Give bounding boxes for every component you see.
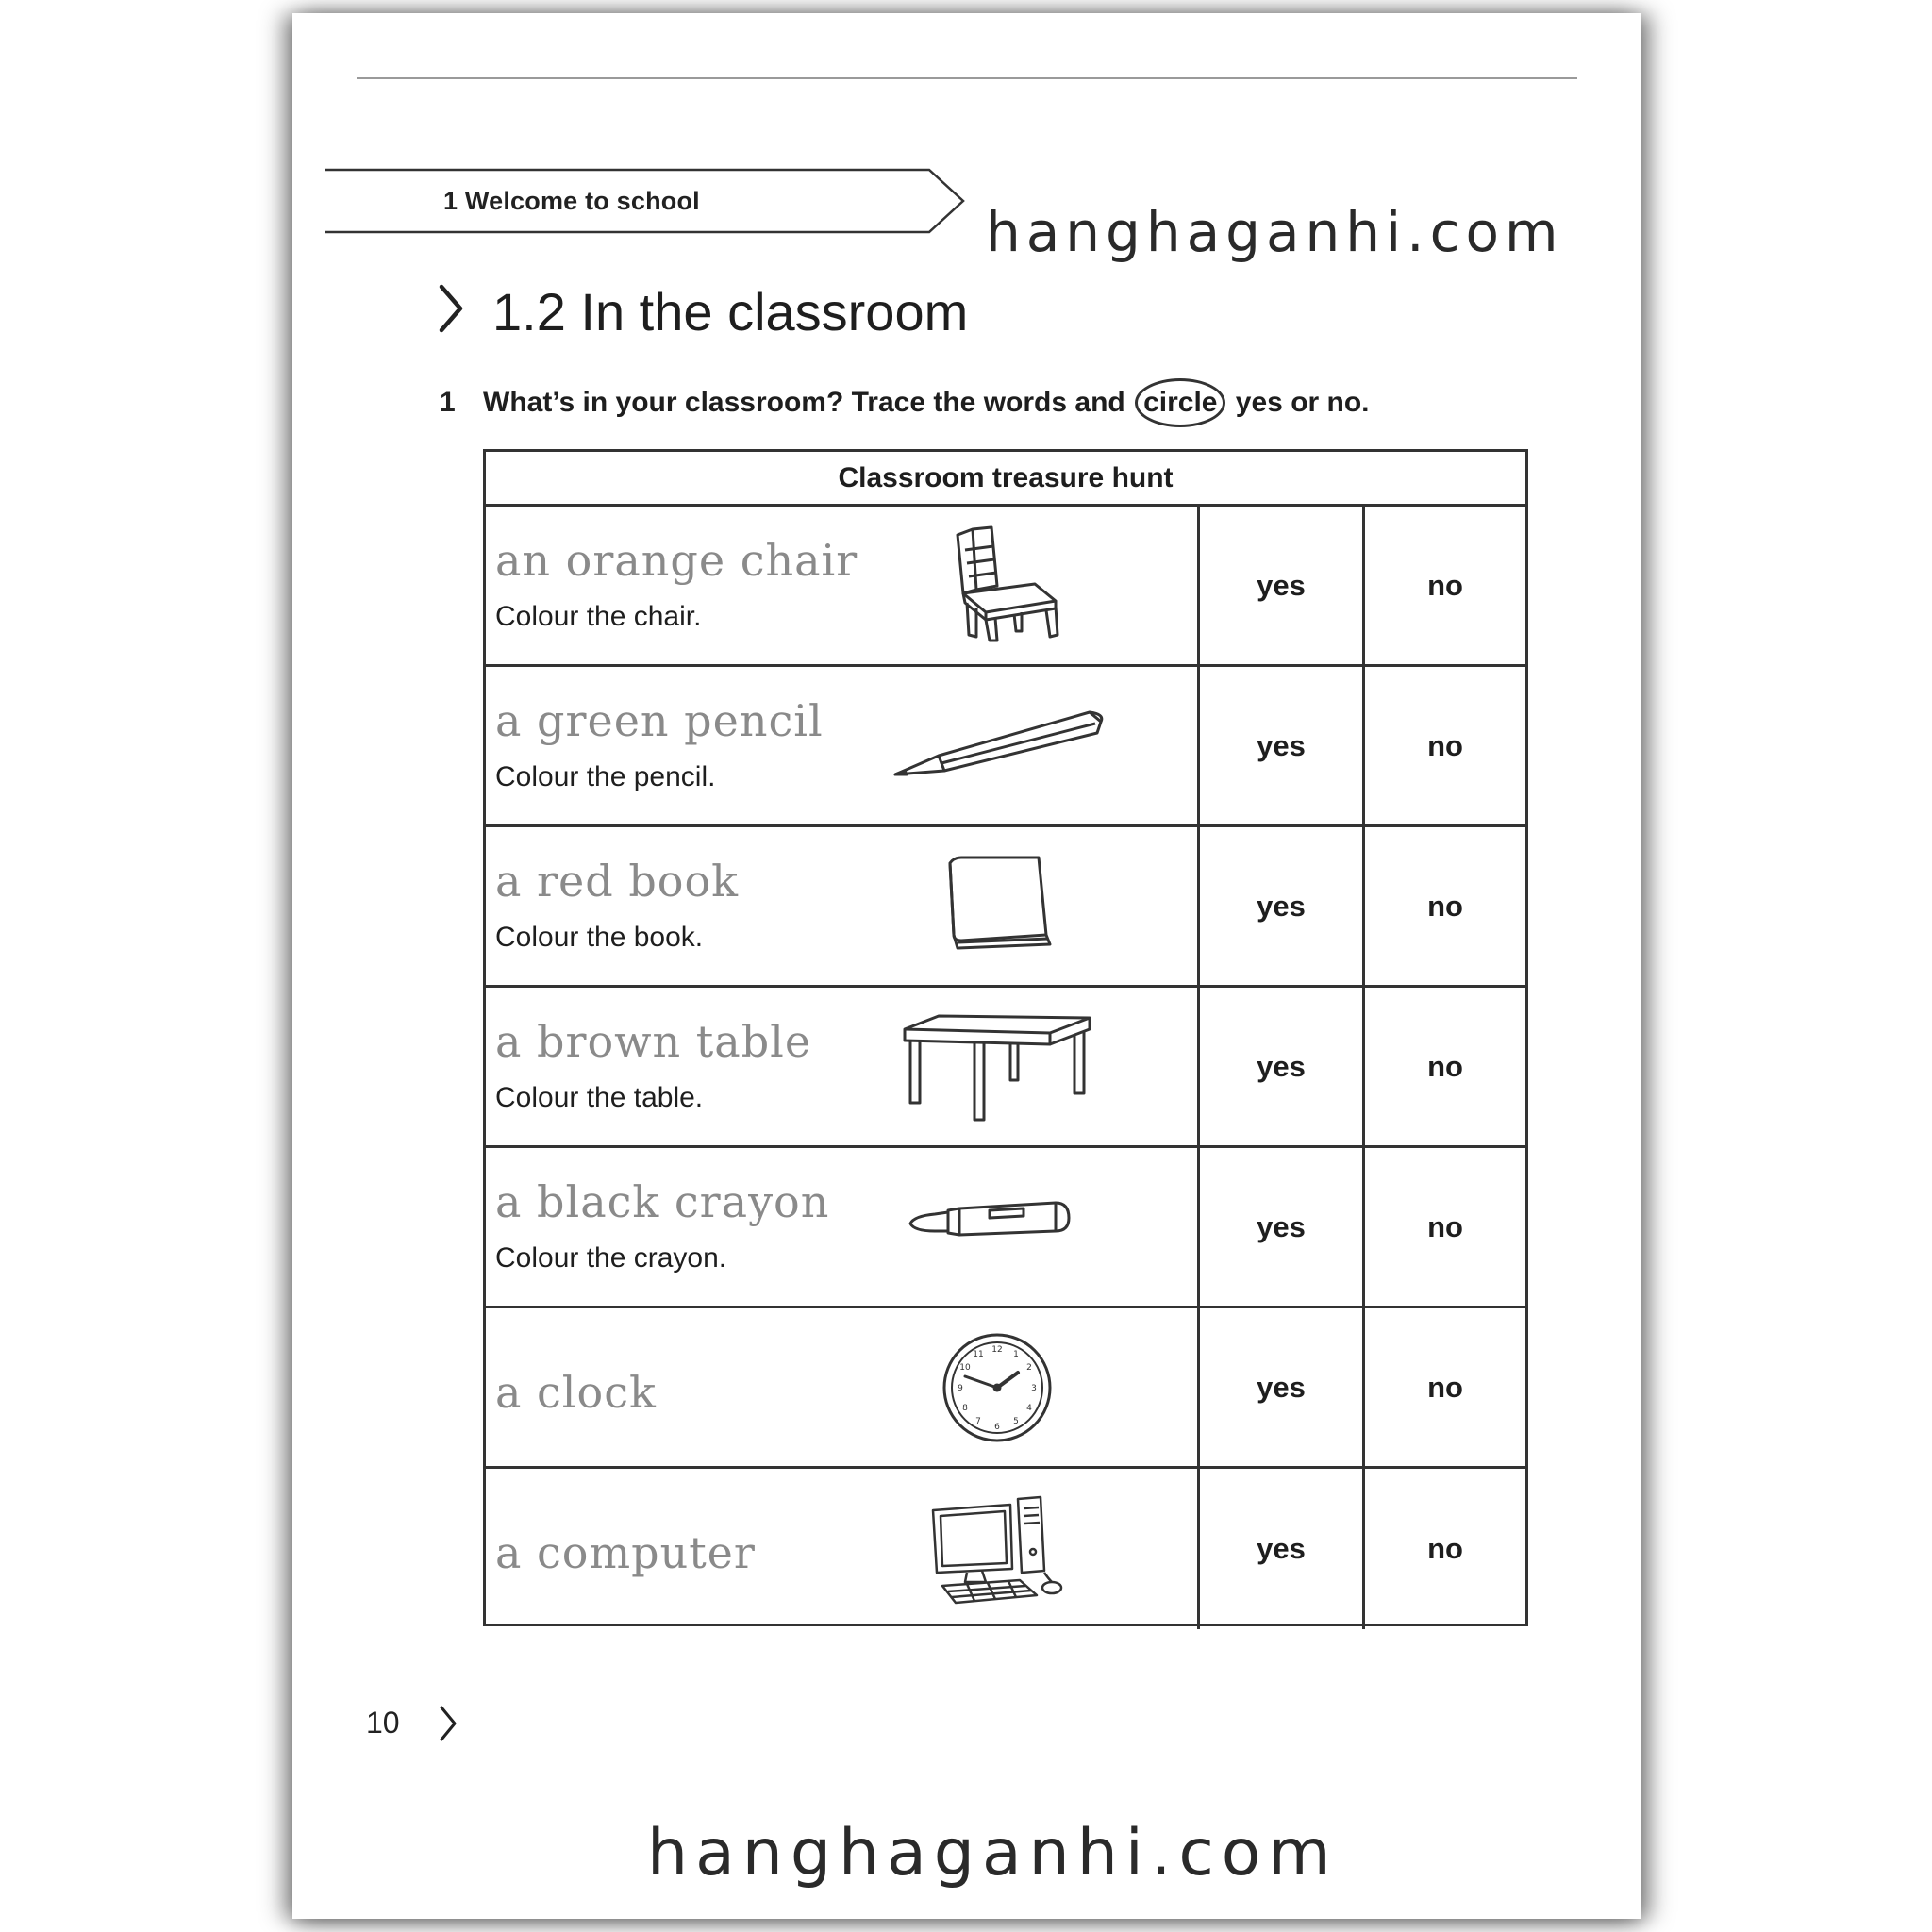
yes-label: yes <box>1257 1370 1306 1404</box>
circled-word: circle <box>1135 378 1225 427</box>
lesson-title: 1.2 In the classroom <box>492 282 969 341</box>
computer-icon <box>929 1495 1071 1608</box>
colour-instruction: Colour the pencil. <box>495 761 716 792</box>
page-number: 10 <box>366 1706 400 1740</box>
yes-label: yes <box>1257 1209 1306 1243</box>
chevron-right-icon <box>438 1705 458 1742</box>
table-heading: Classroom treasure hunt <box>486 452 1525 507</box>
table-row <box>486 1148 1525 1308</box>
table-row <box>486 1469 1525 1629</box>
item-cell <box>486 507 1200 664</box>
trace-words: a clock <box>495 1367 657 1418</box>
yes-option[interactable] <box>1200 507 1365 664</box>
chapter-label: 1 Welcome to school <box>443 187 700 215</box>
exercise-instruction <box>483 387 1370 419</box>
yes-label: yes <box>1257 1049 1306 1083</box>
trace-words: a red book <box>495 856 740 907</box>
svg-text:2: 2 <box>1026 1363 1032 1373</box>
table-row <box>486 667 1525 827</box>
crayon-icon <box>907 1197 1076 1244</box>
yes-option[interactable] <box>1200 667 1365 824</box>
svg-text:9: 9 <box>958 1384 963 1393</box>
table-row <box>486 1308 1525 1469</box>
instruction-text-start: What’s in your classroom? Trace the words and <box>483 387 1134 418</box>
yes-option[interactable] <box>1200 988 1365 1145</box>
svg-text:10: 10 <box>959 1363 971 1373</box>
yes-option[interactable] <box>1200 827 1365 985</box>
colour-instruction: Colour the crayon. <box>495 1242 727 1274</box>
svg-text:5: 5 <box>1013 1417 1019 1426</box>
no-label: no <box>1427 1209 1463 1243</box>
table-row <box>486 988 1525 1148</box>
book-icon <box>944 854 1058 958</box>
svg-text:8: 8 <box>962 1404 968 1413</box>
treasure-hunt-table <box>483 449 1528 1626</box>
no-option[interactable] <box>1365 1148 1525 1306</box>
item-cell <box>486 988 1200 1145</box>
svg-text:1: 1 <box>1013 1350 1019 1359</box>
clock-icon <box>939 1329 1056 1446</box>
exercise-number: 1 <box>440 387 456 418</box>
yes-label: yes <box>1257 889 1306 923</box>
trace-words: a green pencil <box>495 695 824 746</box>
instruction-text-end: yes or no. <box>1227 387 1370 418</box>
no-label: no <box>1427 1532 1463 1565</box>
chevron-right-icon <box>436 283 464 334</box>
trace-words: a computer <box>495 1527 756 1578</box>
no-option[interactable] <box>1365 667 1525 824</box>
pencil-icon <box>891 708 1108 784</box>
yes-label: yes <box>1257 1532 1306 1565</box>
no-label: no <box>1427 889 1463 923</box>
yes-option[interactable] <box>1200 1148 1365 1306</box>
svg-text:4: 4 <box>1026 1404 1032 1413</box>
no-option[interactable] <box>1365 827 1525 985</box>
no-option[interactable] <box>1365 507 1525 664</box>
item-cell <box>486 1148 1200 1306</box>
table-row <box>486 507 1525 667</box>
trace-words: a brown table <box>495 1016 812 1067</box>
yes-option[interactable] <box>1200 1308 1365 1466</box>
item-cell <box>486 1308 1200 1466</box>
colour-instruction: Colour the table. <box>495 1082 704 1113</box>
no-option[interactable] <box>1365 1308 1525 1466</box>
no-label: no <box>1427 1049 1463 1083</box>
colour-instruction: Colour the book. <box>495 922 704 953</box>
trace-words: an orange chair <box>495 535 858 586</box>
no-label: no <box>1427 568 1463 602</box>
svg-text:3: 3 <box>1031 1384 1037 1393</box>
trace-words: a black crayon <box>495 1176 830 1227</box>
table-icon <box>901 1012 1099 1125</box>
item-cell <box>486 1469 1200 1629</box>
svg-text:11: 11 <box>973 1350 984 1359</box>
item-cell <box>486 667 1200 824</box>
no-label: no <box>1427 1370 1463 1404</box>
no-option[interactable] <box>1365 1469 1525 1629</box>
table-row <box>486 827 1525 988</box>
svg-text:12: 12 <box>991 1345 1003 1355</box>
colour-instruction: Colour the chair. <box>495 601 702 632</box>
watermark-bottom: hanghaganhi.com <box>647 1816 1339 1890</box>
yes-label: yes <box>1257 728 1306 762</box>
top-divider <box>357 77 1577 79</box>
watermark-top: hanghaganhi.com <box>986 200 1564 264</box>
chair-icon <box>948 525 1061 648</box>
yes-label: yes <box>1257 568 1306 602</box>
yes-option[interactable] <box>1200 1469 1365 1629</box>
no-option[interactable] <box>1365 988 1525 1145</box>
item-cell <box>486 827 1200 985</box>
no-label: no <box>1427 728 1463 762</box>
svg-text:7: 7 <box>975 1417 981 1426</box>
svg-text:6: 6 <box>994 1423 1000 1432</box>
